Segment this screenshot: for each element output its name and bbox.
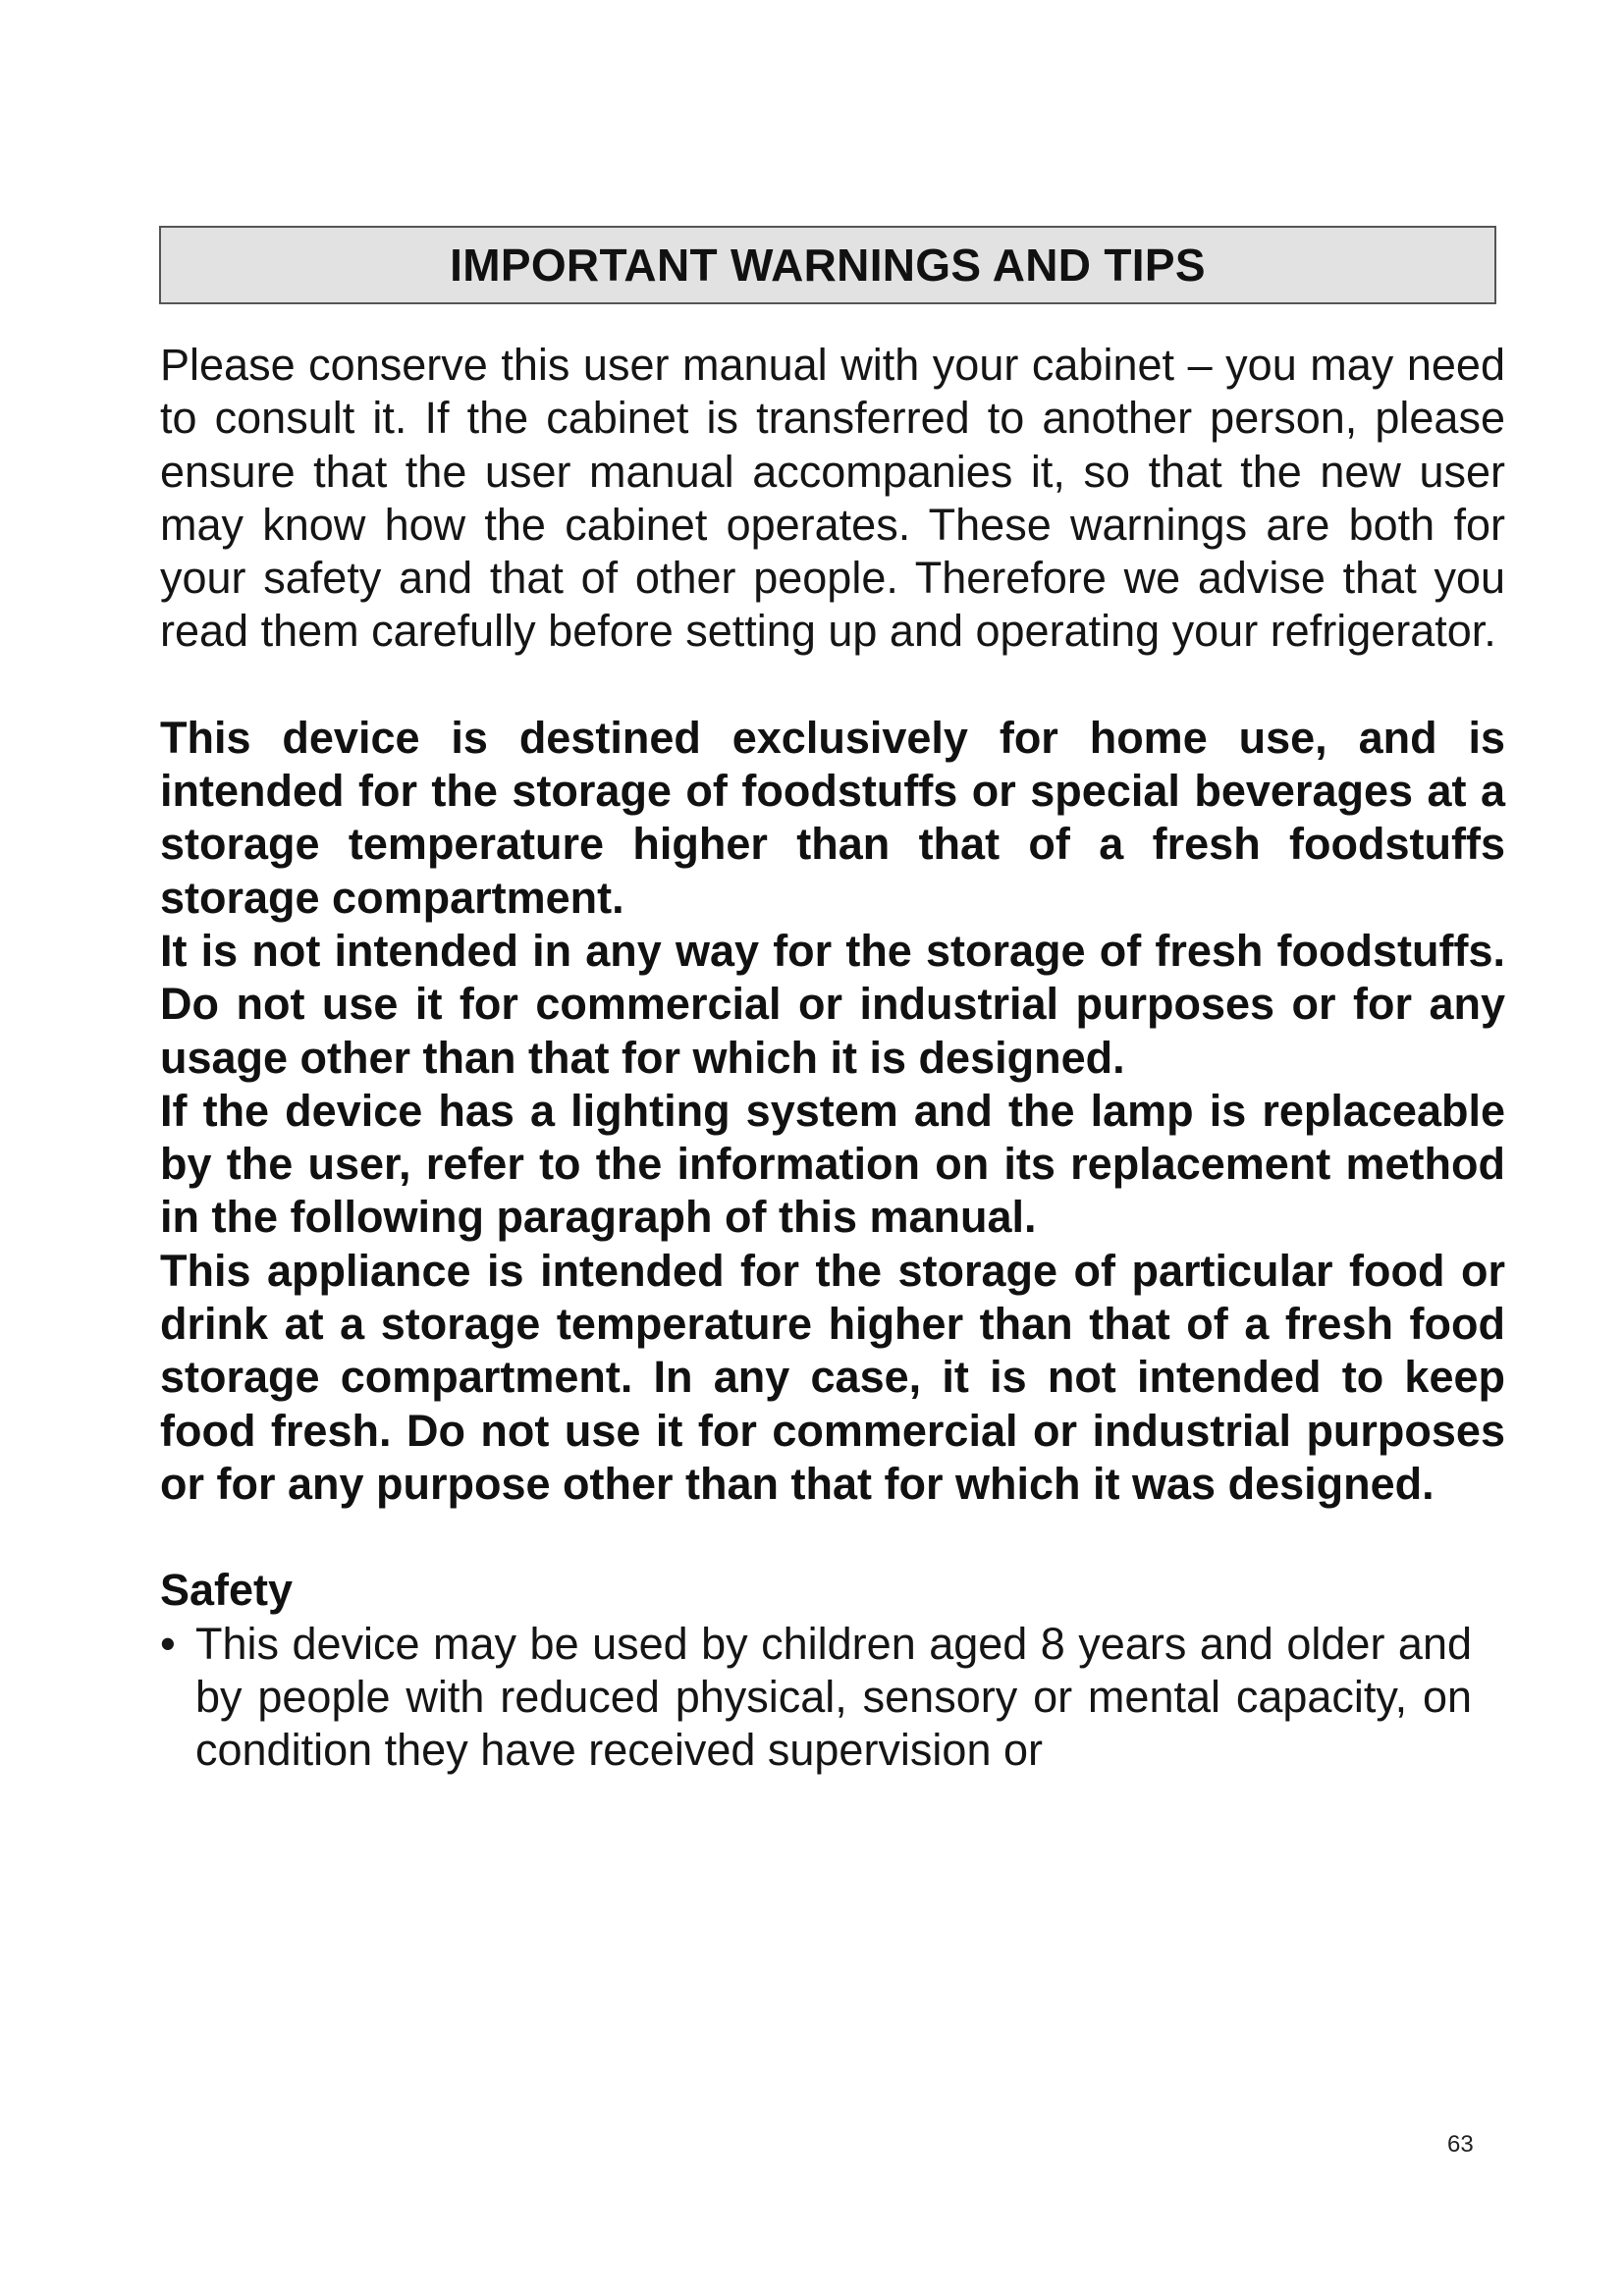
title-box [159,226,1496,304]
page-title: IMPORTANT WARNINGS AND TIPS [450,240,1206,291]
page-number: 63 [1447,2131,1474,2158]
safety-heading: Safety [160,1565,294,1616]
safety-item [160,1618,1472,1778]
notice-lighting: If the device has a lighting system and the lamp is replaceable by the user, refer to the information on its replacement method in the following paragraph of this manual. [160,1085,1505,1243]
bullet-icon: • [160,1618,176,1669]
notice-not-fresh-food: It is not intended in any way for the storage of fresh foodstuffs. Do not use it for commercial or industrial purposes or for any usage other than that for which it is designed. [160,925,1505,1083]
notice-appliance-purpose: This appliance is intended for the storage of particular food or drink at a storage temperature higher than that of a fresh food storage compartment. In any case, it is not intended to keep food fresh. Do not use it for commercial or industrial purposes or for any purpose other than that for which it was designed. [160,1245,1505,1509]
content [160,339,1505,1777]
usage-notices [160,712,1505,1511]
safety-item-text: This device may be used by children aged 8 years and older and by people with reduced physical, sensory or mental capacity, on condition they have received supervision or [195,1618,1472,1776]
notice-home-use: This device is destined exclusively for home use, and is intended for the storage of foodstuffs or special beverages at a storage temperature higher than that of a fresh foodstuffs storage compartment. [160,712,1505,923]
intro-paragraph: Please conserve this user manual with your cabinet – you may need to consult it. If the cabinet is transferred to another person, please ensure that the user manual accompanies it, so that the new user may know how the cabinet operates. These warnings are both for your safety and that of other people. Therefore we advise that you read them carefully before setting up and operating your refrigerator. [160,340,1505,657]
safety-list [160,1618,1505,1778]
